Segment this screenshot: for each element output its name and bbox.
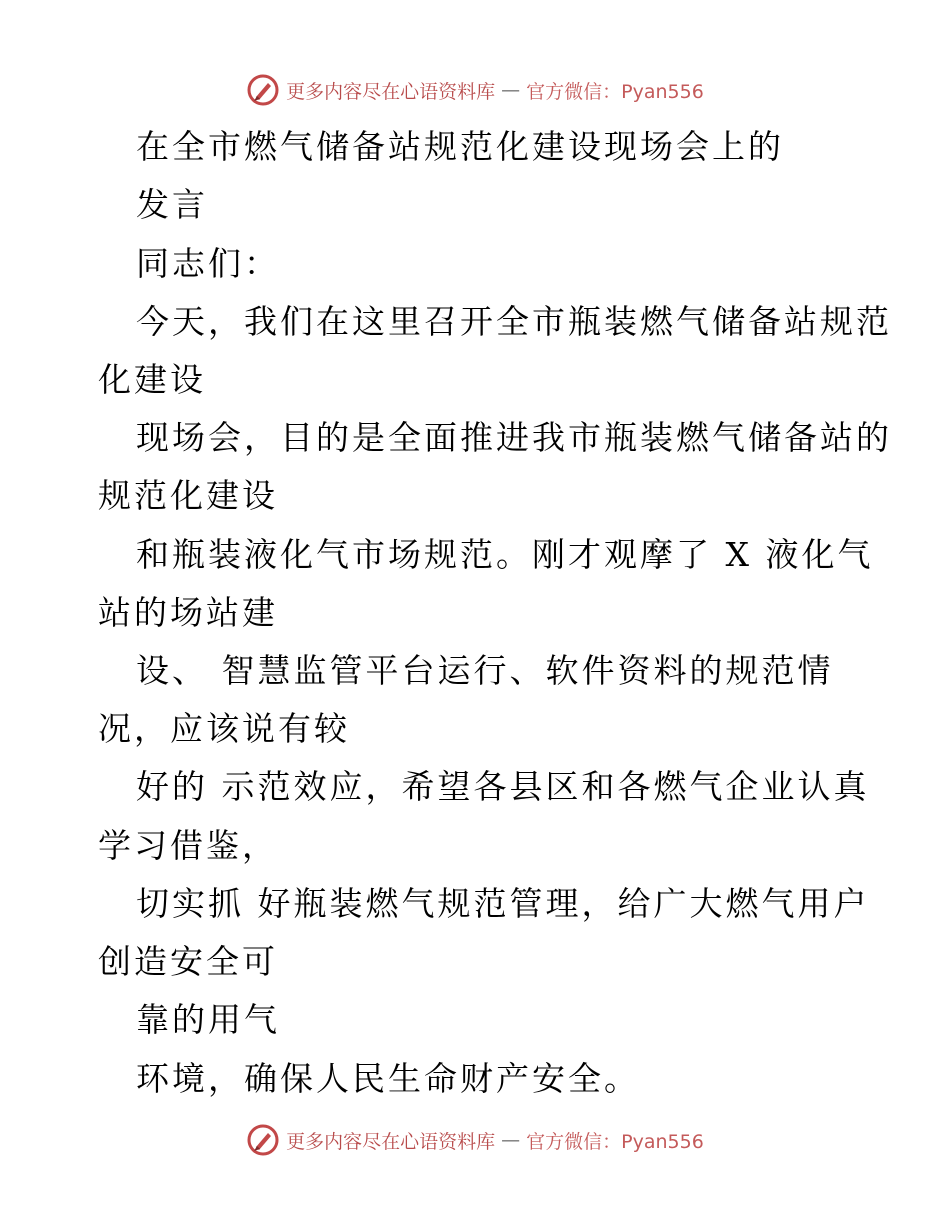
text-line: 况，应该说有较 bbox=[98, 709, 350, 748]
watermark-separator: — bbox=[501, 79, 521, 101]
text-line: 设、 智慧监管平台运行、软件资料的规范情 bbox=[136, 651, 834, 690]
pen-logo-icon bbox=[246, 73, 280, 107]
text-line: 规范化建设 bbox=[98, 476, 278, 515]
watermark-contact: 官方微信：Pyan556 bbox=[526, 1130, 704, 1153]
text-line: 好的 示范效应，希望各县区和各燃气企业认真 bbox=[136, 767, 870, 806]
text-line: 靠的用气 bbox=[136, 1000, 280, 1039]
text-line: 发言 bbox=[136, 185, 208, 224]
watermark-text: 更多内容尽在心语资料库 bbox=[286, 1130, 496, 1153]
pen-logo-icon bbox=[246, 1123, 280, 1157]
text-line: 站的场站建 bbox=[98, 593, 278, 632]
text-line: 创造安全可 bbox=[98, 942, 278, 981]
text-line: 今天，我们在这里召开全市瓶装燃气储备站规范 bbox=[136, 302, 892, 341]
watermark-separator: — bbox=[501, 1129, 521, 1151]
text-line: 在全市燃气储备站规范化建设现场会上的 bbox=[136, 127, 784, 166]
header-watermark bbox=[0, 70, 950, 110]
text-line: 同志们： bbox=[136, 244, 280, 283]
watermark-contact: 官方微信：Pyan556 bbox=[526, 80, 704, 103]
watermark-text: 更多内容尽在心语资料库 bbox=[286, 80, 496, 103]
footer-watermark bbox=[0, 1120, 950, 1160]
text-line: 切实抓 好瓶装燃气规范管理，给广大燃气用户 bbox=[136, 884, 870, 923]
text-line: 学习借鉴， bbox=[98, 826, 278, 865]
text-line: 和瓶装液化气市场规范。刚才观摩了 X 液化气 bbox=[136, 535, 874, 574]
text-line: 化建设 bbox=[98, 360, 206, 399]
text-line: 环境，确保人民生命财产安全。 bbox=[136, 1059, 640, 1098]
text-line: 现场会，目的是全面推进我市瓶装燃气储备站的 bbox=[136, 418, 892, 457]
